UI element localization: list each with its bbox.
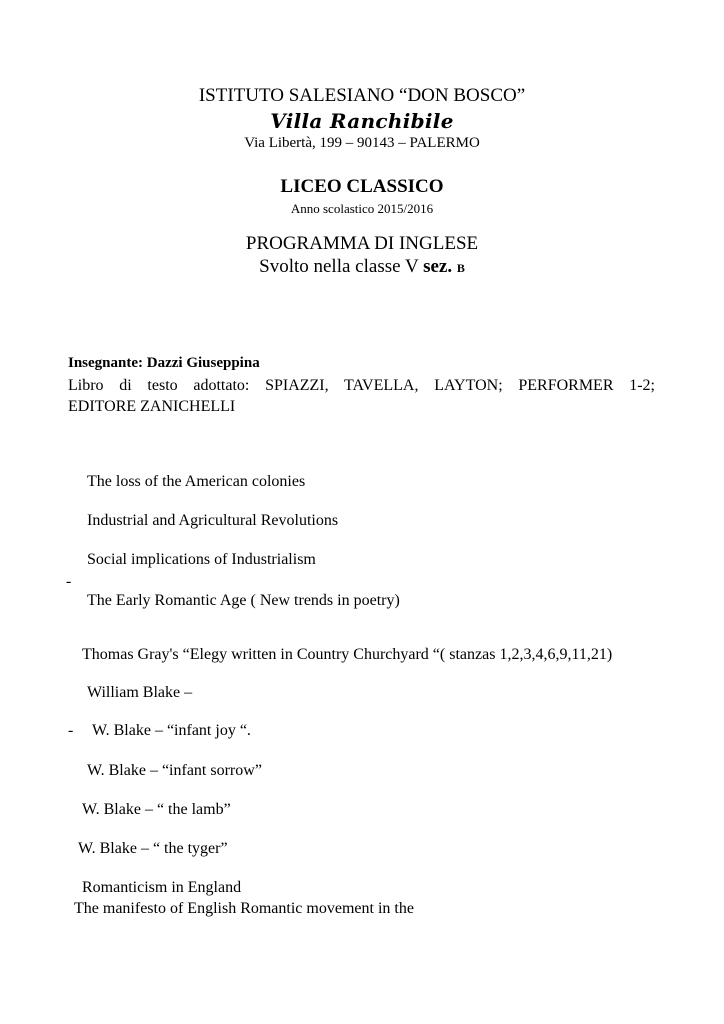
list-item: W. Blake – “ the lamb” bbox=[82, 801, 231, 818]
class-sez: sez. bbox=[423, 256, 453, 277]
school-type: LICEO CLASSICO bbox=[280, 176, 444, 197]
class-prefix: Svolto nella classe V bbox=[259, 256, 419, 277]
list-dash: - bbox=[66, 573, 72, 590]
textbook-line-1: Libro di testo adottato: SPIAZZI, TAVELLA, LAYTON; PERFORMER 1-2; bbox=[68, 377, 655, 394]
class-section: B bbox=[456, 261, 465, 275]
school-year: Anno scolastico 2015/2016 bbox=[290, 201, 434, 216]
list-item: W. Blake – “infant joy “. bbox=[92, 722, 251, 739]
textbook-line-2: EDITORE ZANICHELLI bbox=[68, 398, 236, 415]
teacher: Insegnante: Dazzi Giuseppina bbox=[68, 355, 260, 371]
list-dash: - bbox=[68, 722, 74, 739]
list-item: The Early Romantic Age ( New trends in poetry) bbox=[87, 592, 400, 609]
list-item: W. Blake – “ the tyger” bbox=[78, 840, 228, 857]
list-item: Thomas Gray's “Elegy written in Country Churchyard “( stanzas 1,2,3,4,6,9,11,21) bbox=[82, 646, 613, 663]
list-item: Social implications of Industrialism bbox=[87, 551, 316, 568]
list-item: The manifesto of English Romantic movement in the bbox=[74, 900, 414, 917]
list-item: William Blake – bbox=[87, 684, 193, 701]
program-title: PROGRAMMA DI INGLESE bbox=[245, 233, 479, 254]
list-item: W. Blake – “infant sorrow” bbox=[87, 762, 262, 779]
address: Via Libertà, 199 – 90143 – PALERMO bbox=[244, 135, 480, 151]
textbook bbox=[68, 375, 655, 417]
list-item: Romanticism in England bbox=[82, 879, 242, 896]
class-line bbox=[0, 256, 724, 278]
institute-name: ISTITUTO SALESIANO “DON BOSCO” bbox=[198, 85, 526, 106]
list-item: The loss of the American colonies bbox=[87, 473, 306, 490]
villa-name: Villa Ranchibile bbox=[270, 109, 454, 133]
list-item: Industrial and Agricultural Revolutions bbox=[87, 512, 339, 529]
